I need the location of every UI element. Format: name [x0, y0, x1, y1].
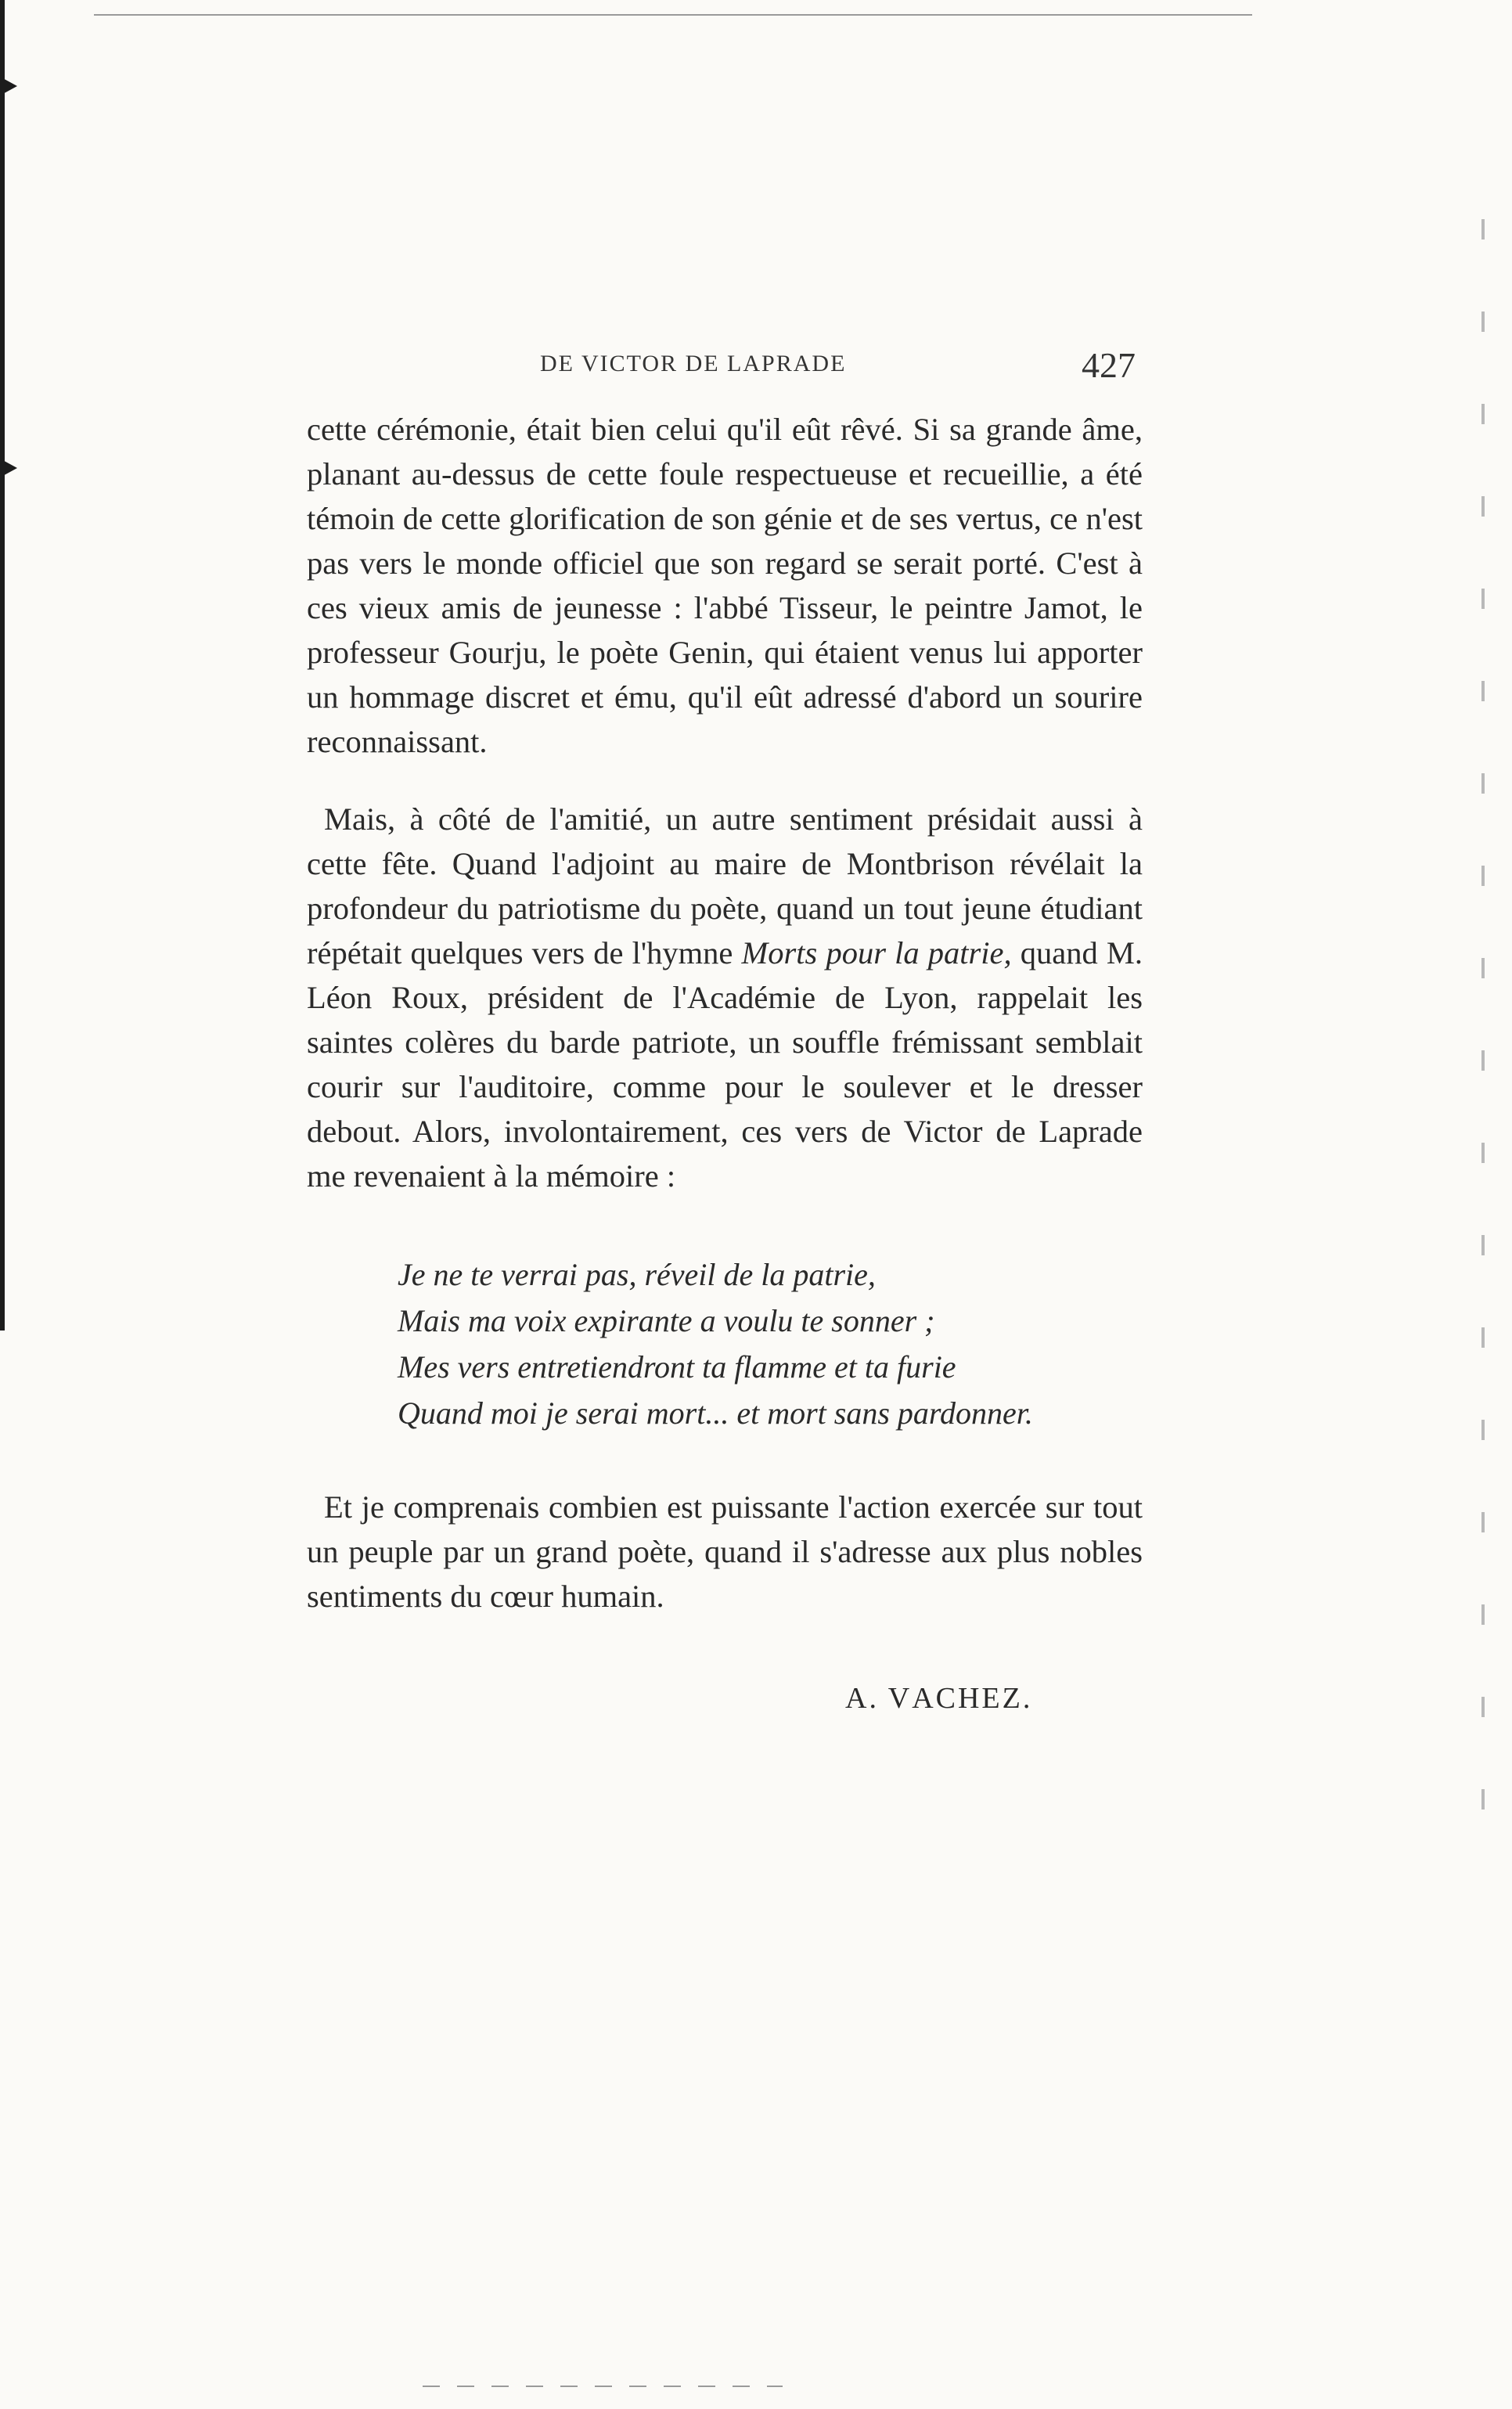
verse-quotation	[398, 1251, 1143, 1436]
page-number: 427	[1082, 345, 1136, 385]
page-left-edge	[0, 0, 5, 1331]
author-signature	[307, 1676, 1143, 1721]
signature-initial: A. V	[845, 1682, 913, 1715]
paragraph-1: cette cérémonie, était bien celui qu'il eût rêvé. Si sa grande âme, planant au-dessus de cette foule respectueuse et recueillie, a été témoin de cette glorification de son génie et de ses vertus, ce n'est pas vers le monde officiel que son regard se serait porté. C'est à ces vieux amis de jeunesse : l'abbé Tisseur, le peintre Jamot, le professeur Gourju, le poète Genin, qui étaient venus lui apporter un hommage discret et ému, qu'il eût adressé d'abord un sourire reconnaissant.	[307, 412, 1143, 759]
paragraph-2	[307, 797, 1143, 1198]
verse-line: Je ne te verrai pas, réveil de la patrie,	[398, 1257, 876, 1292]
running-title: DE VICTOR DE LAPRADE	[540, 351, 847, 376]
paragraph-2-text-end: quand M. Léon Roux, président de l'Académie de Lyon, rappelait les saintes colères du barde patriote, un souffle frémissant semblait courir sur l'auditoire, comme pour le soulever et le dresser debout. Alors, involontairement, ces vers de Victor de Laprade me revenaient à la mémoire :	[307, 935, 1143, 1194]
top-rule	[94, 14, 1252, 16]
right-margin-ticks	[1481, 219, 1485, 1816]
left-margin-marker	[0, 459, 17, 477]
page-body	[307, 407, 1143, 1721]
bottom-dash-rule	[423, 2386, 783, 2387]
paragraph-2-text-start: Mais, à côté de l'amitié, un autre sentiment présidait aussi à cette fête. Quand l'adjoint au maire de Montbrison révélait la profondeur du patriotisme du poète, quand un tout jeune étudiant répétait quelques vers de l'hymne	[307, 801, 1143, 970]
signature-rest: ACHEZ.	[912, 1682, 1033, 1715]
verse-line: Mais ma voix expirante a voulu te sonner ;	[398, 1303, 935, 1338]
hymn-title: Morts pour la patrie,	[741, 935, 1012, 970]
verse-line: Quand moi je serai mort... et mort sans pardonner.	[398, 1395, 1033, 1431]
paragraph-3: Et je comprenais combien est puissante l'action exercée sur tout un peuple par un grand poète, quand il s'adresse aux plus nobles sentiments du cœur humain.	[307, 1489, 1143, 1614]
left-margin-marker	[0, 77, 17, 95]
verse-line: Mes vers entretiendront ta flamme et ta furie	[398, 1349, 956, 1385]
